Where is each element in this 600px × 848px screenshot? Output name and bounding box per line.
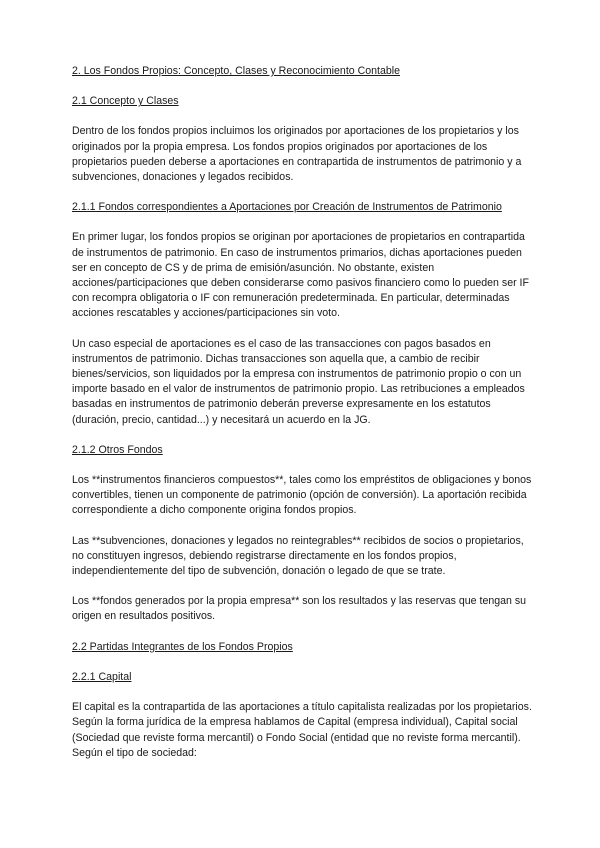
section-2-1-2-paragraph-3: Los **fondos generados por la propia empresa** son los resultados y las reservas que tengan su origen en resultados positivos.	[72, 595, 527, 623]
section-2-1-1-paragraph-2: Un caso especial de aportaciones es el caso de las transacciones con pagos basados en instrumentos de patrimonio. Dichas transacciones son aquella que, a cambio de recibir bienes/servicios, son liquidados por la empresa con instrumentos de patrimonio propio o con un importe basado en el valor de instrumentos de patrimonio propio. Las retribuciones a empleados basadas en instrumentos de patrimonio deberán preverse expresamente en los estatutos (duración, precio, cantidad...) y necesitará un acuerdo en la JG.	[72, 337, 525, 426]
section-heading-2-2-1: 2.2.1 Capital	[72, 670, 132, 683]
document-title: 2. Los Fondos Propios: Concepto, Clases y Reconocimiento Contable	[72, 65, 400, 77]
section-2-1-2-paragraph-1: Los **instrumentos financieros compuestos**, tales como los empréstitos de obligaciones y bonos convertibles, tienen un componente de patrimonio (opción de conversión). La aportación recibida correspondiente a dicho componente origina fondos propios.	[72, 474, 532, 517]
section-heading-2-1: 2.1 Concepto y Clases	[72, 95, 179, 108]
section-2-2-1-paragraph: El capital es la contrapartida de las aportaciones a título capitalista realizadas por los propietarios. Según la forma jurídica de la empresa hablamos de Capital (empresa individual), Capital social (Sociedad que reviste forma mercantil) o Fondo Social (entidad que no reviste forma mercantil). Según el tipo de sociedad:	[72, 701, 532, 759]
document-page	[72, 64, 534, 761]
section-heading-2-1-1: 2.1.1 Fondos correspondientes a Aportaciones por Creación de Instrumentos de Patrimonio	[72, 201, 502, 214]
section-2-1-2-paragraph-2: Las **subvenciones, donaciones y legados no reintegrables** recibidos de socios o propietarios, no constituyen ingresos, debiendo registrarse directamente en los fondos propios, independientemente del tipo de subvención, donación o legado de que se trate.	[72, 534, 524, 578]
section-heading-2-1-2: 2.1.2 Otros Fondos	[72, 443, 163, 456]
section-2-1-paragraph: Dentro de los fondos propios incluimos los originados por aportaciones de los propietarios y los originados por la propia empresa. Los fondos propios originados por aportaciones de los propietarios pueden deberse a aportaciones en contrapartida de instrumentos de patrimonio y a subvenciones, donaciones y legados recibidos.	[72, 125, 522, 184]
section-heading-2-2: 2.2 Partidas Integrantes de los Fondos Propios	[72, 640, 293, 653]
section-2-1-1-paragraph-1: En primer lugar, los fondos propios se originan por aportaciones de propietarios en contrapartida de instrumentos de patrimonio. En caso de instrumentos primarios, dichas aportaciones pueden ser en concepto de CS y de prima de emisión/asunción. No obstante, existen acciones/participaciones que deben considerarse como pasivos financiero como lo pueden ser IF con recompra obligatoria o IF con remuneración predeterminada. En particular, determinadas acciones rescatables y acciones/participaciones sin voto.	[72, 231, 529, 320]
